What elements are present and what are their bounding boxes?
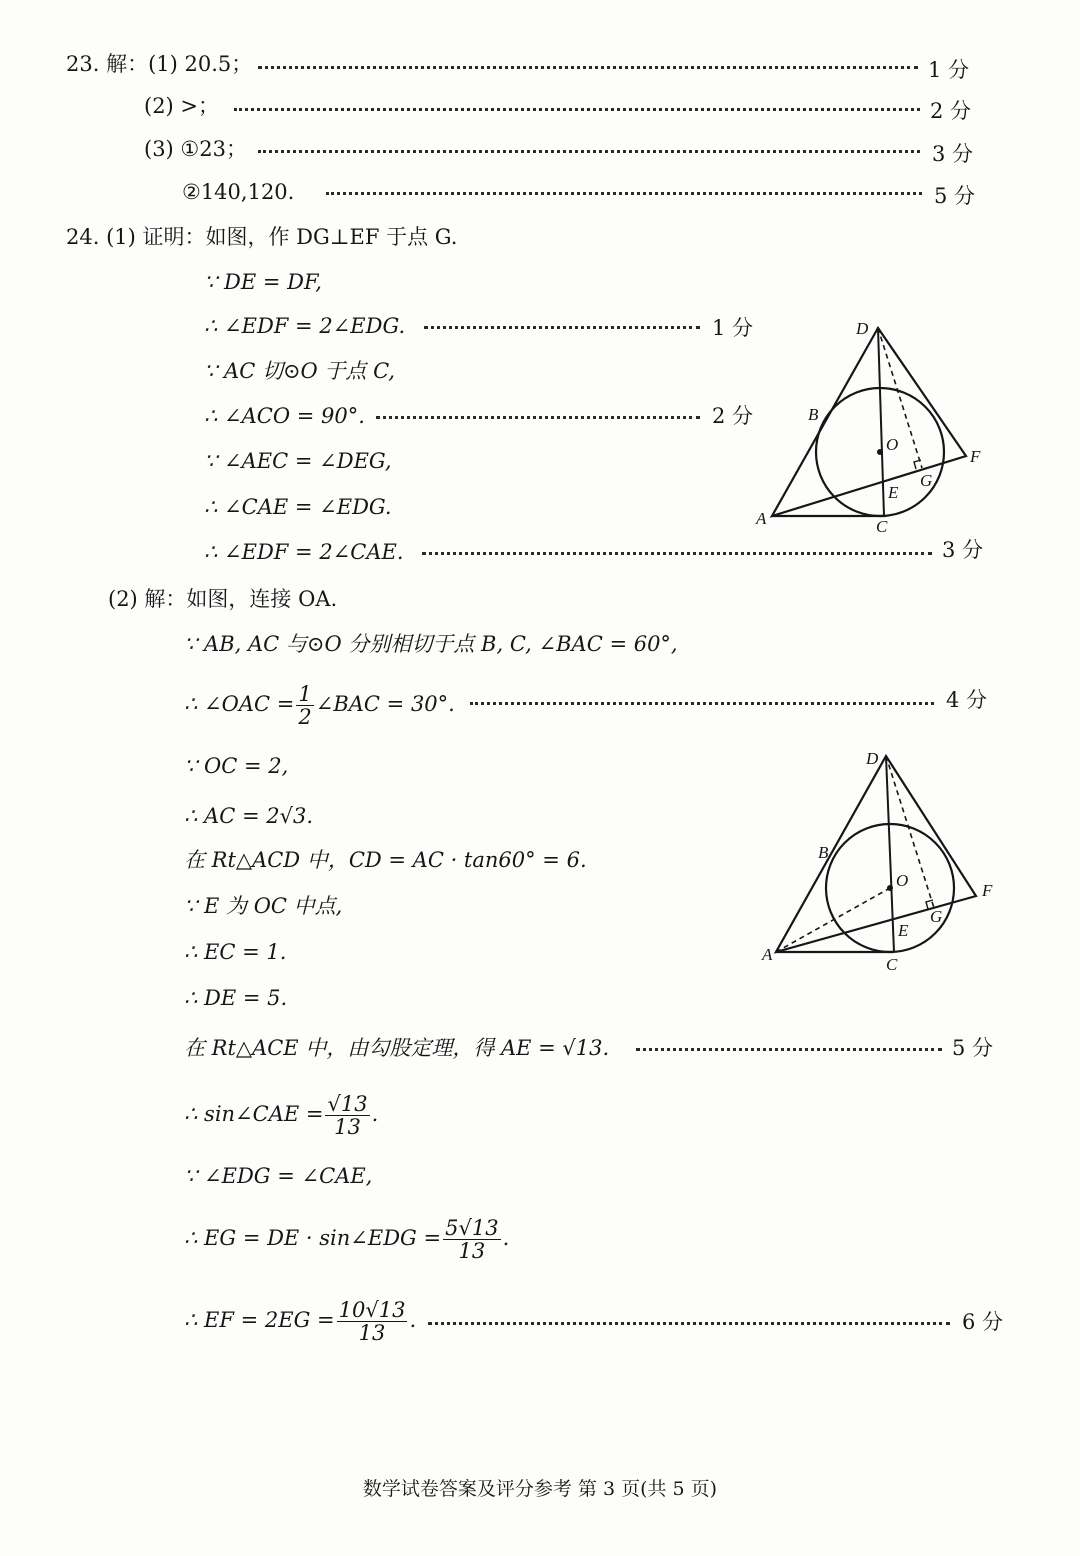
fraction-numerator: 1 <box>298 682 312 706</box>
point-label-f: F <box>982 881 993 900</box>
score-label: 1 分 <box>712 316 754 340</box>
point-label-o: O <box>896 871 909 890</box>
proof-step: ∴ ∠EDF = 2∠CAE. <box>204 540 404 564</box>
proof-step: ∴ ∠CAE = ∠EDG. <box>204 495 392 519</box>
q23-line-3: (3) ①23； <box>144 137 247 161</box>
step-text: ∴ EF = 2EG = <box>184 1308 335 1332</box>
score-label: 4 分 <box>946 688 988 712</box>
point-label-b: B <box>808 405 819 424</box>
score-label: 6 分 <box>962 1310 1004 1334</box>
leader-dots <box>258 66 918 69</box>
point-label-g: G <box>930 907 943 926</box>
solution-step-fraction <box>184 1294 416 1346</box>
score-label: 1 分 <box>928 58 970 82</box>
step-text: . <box>502 1226 510 1250</box>
step-text: ∴ EG = DE · sin∠EDG = <box>184 1226 442 1250</box>
point-label-c: C <box>876 517 888 536</box>
score-label: 5 分 <box>952 1036 994 1060</box>
point-label-f: F <box>970 447 981 466</box>
solution-step: ∴ AC = 2√3. <box>184 804 313 828</box>
geometry-figure-2 <box>748 740 1008 980</box>
proof-step: ∴ ∠ACO = 90°. <box>204 404 365 428</box>
score-label: 5 分 <box>934 184 976 208</box>
proof-step: ∴ ∠EDF = 2∠EDG. <box>204 314 406 338</box>
fraction-numerator: √13 <box>327 1092 368 1116</box>
solution-step: ∵ OC = 2, <box>184 754 289 778</box>
fraction <box>337 1299 408 1344</box>
score-label: 3 分 <box>932 142 974 166</box>
score-label: 3 分 <box>942 538 984 562</box>
point-label-d: D <box>856 319 869 338</box>
solution-step-fraction <box>184 1088 378 1140</box>
fraction <box>443 1217 500 1262</box>
point-label-d: D <box>866 749 879 768</box>
point-label-g: G <box>920 471 933 490</box>
point-label-e: E <box>888 483 899 502</box>
step-text: ∴ ∠OAC = <box>184 692 295 716</box>
point-label-b: B <box>818 843 829 862</box>
solution-step: ∵ ∠EDG = ∠CAE, <box>184 1164 373 1188</box>
step-text: ∴ sin∠CAE = <box>184 1102 324 1126</box>
solution-step-fraction <box>184 1212 509 1264</box>
leader-dots <box>258 150 920 153</box>
proof-step: ∵ DE = DF, <box>204 270 322 294</box>
proof-step: ∵ AC 切⊙O 于点 C, <box>204 359 396 383</box>
step-text: ∠BAC = 30°. <box>315 692 455 716</box>
q24-header: 24. (1) 证明：如图，作 DG⊥EF 于点 G. <box>66 225 458 249</box>
point-label-e: E <box>898 921 909 940</box>
solution-step: ∴ EC = 1. <box>184 940 287 964</box>
fraction-numerator: 5√13 <box>445 1216 499 1240</box>
solution-step: 在 Rt△ACE 中，由勾股定理，得 AE = √13. <box>184 1036 610 1060</box>
fraction-denominator: 13 <box>334 1115 361 1139</box>
q23-line-4: ②140,120. <box>182 180 295 204</box>
page-footer: 数学试卷答案及评分参考 第 3 页(共 5 页) <box>362 1478 718 1500</box>
solution-step: 在 Rt△ACD 中，CD = AC · tan60° = 6. <box>184 848 587 872</box>
score-label: 2 分 <box>930 99 972 123</box>
leader-dots <box>428 1322 950 1325</box>
step-text: . <box>409 1308 417 1332</box>
fraction-denominator: 2 <box>298 705 312 729</box>
solution-step: ∵ AB, AC 与⊙O 分别相切于点 B, C, ∠BAC = 60°, <box>184 632 678 656</box>
leader-dots <box>470 702 934 705</box>
point-label-a: A <box>756 509 767 528</box>
leader-dots <box>424 326 700 329</box>
solution-step: ∴ DE = 5. <box>184 986 288 1010</box>
point-label-a: A <box>762 945 773 964</box>
leader-dots <box>234 108 920 111</box>
fraction <box>296 683 313 728</box>
part2-header: (2) 解：如图，连接 OA. <box>108 587 338 611</box>
fraction <box>325 1093 369 1138</box>
proof-step: ∵ ∠AEC = ∠DEG, <box>204 449 392 473</box>
leader-dots <box>326 192 922 195</box>
point-label-o: O <box>886 435 899 454</box>
geometry-figure-1 <box>740 306 1000 536</box>
q23-line-1: 23. 解：(1) 20.5； <box>66 52 253 76</box>
fraction-denominator: 13 <box>458 1239 486 1263</box>
leader-dots <box>636 1048 942 1051</box>
score-label: 2 分 <box>712 404 754 428</box>
fraction-denominator: 13 <box>358 1321 386 1345</box>
q23-line-2: (2) >； <box>144 94 220 118</box>
solution-step: ∵ E 为 OC 中点, <box>184 894 343 918</box>
point-label-c: C <box>886 955 898 974</box>
solution-step-fraction <box>184 678 455 730</box>
leader-dots <box>376 416 700 419</box>
step-text: . <box>371 1102 379 1126</box>
fraction-numerator: 10√13 <box>338 1298 406 1322</box>
leader-dots <box>422 552 932 555</box>
